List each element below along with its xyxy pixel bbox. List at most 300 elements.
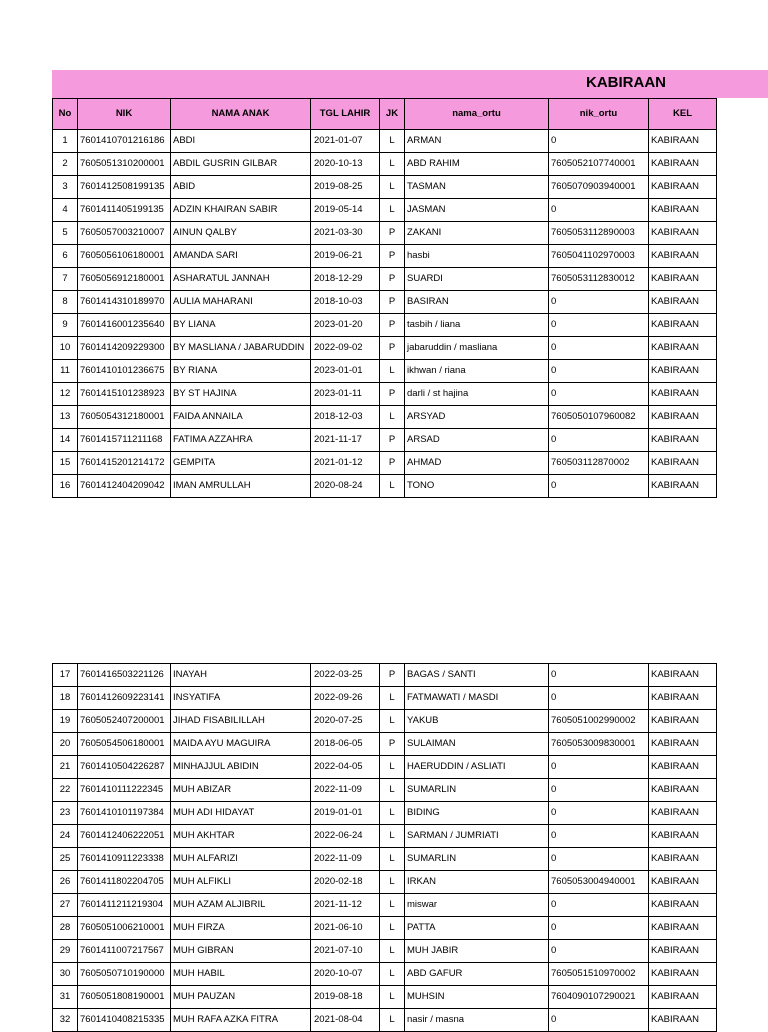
cell-tgl-lahir: 2023-01-11: [311, 383, 380, 406]
cell-nik: 7601411802204705: [78, 871, 171, 894]
cell-nama-ortu: HAERUDDIN / ASLIATI: [405, 756, 549, 779]
cell-kel: KABIRAAN: [649, 429, 717, 452]
cell-tgl-lahir: 2019-01-01: [311, 802, 380, 825]
header-nama-ortu: nama_ortu: [405, 99, 549, 130]
table-row: [53, 176, 717, 199]
table-row: [53, 360, 717, 383]
cell-nik-ortu: 0: [549, 360, 649, 383]
cell-nama-ortu: SULAIMAN: [405, 733, 549, 756]
cell-tgl-lahir: 2021-07-10: [311, 940, 380, 963]
cell-no: 2: [53, 153, 78, 176]
cell-nama-ortu: SUMARLIN: [405, 779, 549, 802]
table-row: [53, 687, 717, 710]
cell-jk: L: [380, 917, 405, 940]
sheet-title: KABIRAAN: [586, 74, 666, 91]
cell-nik-ortu: 760503112870002: [549, 452, 649, 475]
cell-no: 12: [53, 383, 78, 406]
cell-nama-anak: MUH FIRZA: [171, 917, 311, 940]
cell-nama-ortu: AHMAD: [405, 452, 549, 475]
table-row: [53, 756, 717, 779]
cell-nik: 7601412406222051: [78, 825, 171, 848]
table-row: [53, 153, 717, 176]
table-row: [53, 894, 717, 917]
cell-tgl-lahir: 2021-01-12: [311, 452, 380, 475]
cell-jk: L: [380, 360, 405, 383]
table-row: [53, 917, 717, 940]
table-row: [53, 383, 717, 406]
cell-tgl-lahir: 2021-03-30: [311, 222, 380, 245]
cell-nik: 7601410911223338: [78, 848, 171, 871]
cell-kel: KABIRAAN: [649, 756, 717, 779]
cell-kel: KABIRAAN: [649, 848, 717, 871]
cell-jk: P: [380, 337, 405, 360]
cell-nik-ortu: 7605070903940001: [549, 176, 649, 199]
table-row: [53, 871, 717, 894]
cell-tgl-lahir: 2020-10-13: [311, 153, 380, 176]
cell-tgl-lahir: 2021-11-17: [311, 429, 380, 452]
cell-tgl-lahir: 2018-10-03: [311, 291, 380, 314]
cell-nik-ortu: 7605053004940001: [549, 871, 649, 894]
cell-nama-anak: INAYAH: [171, 664, 311, 687]
cell-nik: 7601411211219304: [78, 894, 171, 917]
cell-nik-ortu: 7604090107290021: [549, 986, 649, 1009]
cell-nik: 7601410111222345: [78, 779, 171, 802]
cell-nama-ortu: nasir / masna: [405, 1009, 549, 1032]
cell-nama-ortu: YAKUB: [405, 710, 549, 733]
cell-nik-ortu: 0: [549, 825, 649, 848]
cell-nama-anak: ABDI: [171, 130, 311, 153]
cell-tgl-lahir: 2019-05-14: [311, 199, 380, 222]
cell-nama-anak: MUH ALFIKLI: [171, 871, 311, 894]
cell-nik-ortu: 0: [549, 337, 649, 360]
cell-nama-anak: BY MASLIANA / JABARUDDIN: [171, 337, 311, 360]
cell-kel: KABIRAAN: [649, 986, 717, 1009]
cell-tgl-lahir: 2022-06-24: [311, 825, 380, 848]
cell-nama-anak: JIHAD FISABILILLAH: [171, 710, 311, 733]
cell-kel: KABIRAAN: [649, 963, 717, 986]
cell-nama-anak: MUH ABIZAR: [171, 779, 311, 802]
cell-no: 17: [53, 664, 78, 687]
cell-nama-ortu: darli / st hajina: [405, 383, 549, 406]
cell-nama-anak: MUH AZAM ALJIBRIL: [171, 894, 311, 917]
cell-nama-ortu: tasbih / liana: [405, 314, 549, 337]
cell-jk: L: [380, 687, 405, 710]
header-no: No: [53, 99, 78, 130]
cell-jk: L: [380, 406, 405, 429]
cell-kel: KABIRAAN: [649, 291, 717, 314]
cell-jk: L: [380, 1009, 405, 1032]
cell-tgl-lahir: 2021-11-12: [311, 894, 380, 917]
cell-no: 13: [53, 406, 78, 429]
cell-jk: L: [380, 871, 405, 894]
cell-jk: L: [380, 153, 405, 176]
cell-nama-ortu: ZAKANI: [405, 222, 549, 245]
cell-nik: 7605051808190001: [78, 986, 171, 1009]
cell-nik-ortu: 7605041102970003: [549, 245, 649, 268]
cell-no: 10: [53, 337, 78, 360]
cell-nama-anak: AINUN QALBY: [171, 222, 311, 245]
table-row: [53, 314, 717, 337]
cell-no: 15: [53, 452, 78, 475]
cell-nik-ortu: 0: [549, 199, 649, 222]
cell-nik: 7601411405199135: [78, 199, 171, 222]
cell-kel: KABIRAAN: [649, 452, 717, 475]
cell-no: 16: [53, 475, 78, 498]
cell-kel: KABIRAAN: [649, 871, 717, 894]
cell-nama-ortu: SARMAN / JUMRIATI: [405, 825, 549, 848]
cell-jk: L: [380, 825, 405, 848]
cell-tgl-lahir: 2022-11-09: [311, 848, 380, 871]
table-row: [53, 291, 717, 314]
table-row: [53, 268, 717, 291]
cell-nama-anak: IMAN AMRULLAH: [171, 475, 311, 498]
cell-jk: L: [380, 176, 405, 199]
cell-tgl-lahir: 2021-01-07: [311, 130, 380, 153]
cell-nama-anak: MUH ALFARIZI: [171, 848, 311, 871]
cell-jk: L: [380, 894, 405, 917]
cell-nik-ortu: 0: [549, 848, 649, 871]
cell-nik-ortu: 7605051002990002: [549, 710, 649, 733]
cell-nik-ortu: 0: [549, 130, 649, 153]
cell-tgl-lahir: 2022-09-02: [311, 337, 380, 360]
cell-nik-ortu: 0: [549, 894, 649, 917]
table-row: [53, 475, 717, 498]
cell-nama-ortu: PATTA: [405, 917, 549, 940]
cell-jk: L: [380, 802, 405, 825]
cell-nik: 7601415101238923: [78, 383, 171, 406]
cell-nama-anak: MUH HABIL: [171, 963, 311, 986]
cell-kel: KABIRAAN: [649, 222, 717, 245]
data-table-2: [52, 663, 717, 1032]
table-row: [53, 940, 717, 963]
cell-nama-anak: ADZIN KHAIRAN SABIR: [171, 199, 311, 222]
cell-kel: KABIRAAN: [649, 199, 717, 222]
cell-nik-ortu: 0: [549, 429, 649, 452]
cell-nik: 7601414310189970: [78, 291, 171, 314]
cell-kel: KABIRAAN: [649, 268, 717, 291]
table-row: [53, 802, 717, 825]
cell-nama-ortu: BIDING: [405, 802, 549, 825]
cell-no: 30: [53, 963, 78, 986]
cell-nik-ortu: 0: [549, 687, 649, 710]
cell-kel: KABIRAAN: [649, 1009, 717, 1032]
table-row: [53, 825, 717, 848]
cell-nik: 7601414209229300: [78, 337, 171, 360]
cell-nik: 7601410504226287: [78, 756, 171, 779]
cell-nik-ortu: 0: [549, 383, 649, 406]
cell-kel: KABIRAAN: [649, 710, 717, 733]
cell-nik: 7601410701216186: [78, 130, 171, 153]
cell-nik: 7601411007217567: [78, 940, 171, 963]
cell-nik-ortu: 7605052107740001: [549, 153, 649, 176]
cell-nik: 7605056912180001: [78, 268, 171, 291]
cell-tgl-lahir: 2020-07-25: [311, 710, 380, 733]
cell-jk: P: [380, 383, 405, 406]
cell-nama-ortu: miswar: [405, 894, 549, 917]
cell-tgl-lahir: 2018-12-03: [311, 406, 380, 429]
cell-nama-ortu: ABD GAFUR: [405, 963, 549, 986]
cell-nik: 7601415201214172: [78, 452, 171, 475]
cell-nik: 7605057003210007: [78, 222, 171, 245]
cell-jk: P: [380, 733, 405, 756]
cell-nama-anak: ABID: [171, 176, 311, 199]
cell-jk: P: [380, 291, 405, 314]
cell-tgl-lahir: 2019-06-21: [311, 245, 380, 268]
cell-nik: 7601416001235640: [78, 314, 171, 337]
cell-kel: KABIRAAN: [649, 176, 717, 199]
cell-jk: P: [380, 314, 405, 337]
cell-jk: P: [380, 429, 405, 452]
cell-nama-ortu: SUARDI: [405, 268, 549, 291]
cell-tgl-lahir: 2018-12-29: [311, 268, 380, 291]
header-row: [53, 99, 717, 130]
cell-nama-anak: FAIDA ANNAILA: [171, 406, 311, 429]
cell-no: 22: [53, 779, 78, 802]
cell-nik: 7601416503221126: [78, 664, 171, 687]
cell-no: 28: [53, 917, 78, 940]
cell-nik-ortu: 0: [549, 664, 649, 687]
cell-no: 8: [53, 291, 78, 314]
header-jk: JK: [380, 99, 405, 130]
cell-tgl-lahir: 2018-06-05: [311, 733, 380, 756]
cell-tgl-lahir: 2021-06-10: [311, 917, 380, 940]
cell-kel: KABIRAAN: [649, 245, 717, 268]
cell-kel: KABIRAAN: [649, 894, 717, 917]
cell-nik-ortu: 7605050107960082: [549, 406, 649, 429]
cell-no: 21: [53, 756, 78, 779]
cell-nik-ortu: 0: [549, 802, 649, 825]
cell-nik: 7601410101236675: [78, 360, 171, 383]
cell-no: 4: [53, 199, 78, 222]
cell-tgl-lahir: 2022-09-26: [311, 687, 380, 710]
cell-nama-ortu: MUHSIN: [405, 986, 549, 1009]
cell-nik: 7605051006210001: [78, 917, 171, 940]
cell-nama-anak: BY ST HAJINA: [171, 383, 311, 406]
cell-jk: L: [380, 848, 405, 871]
cell-no: 18: [53, 687, 78, 710]
cell-no: 27: [53, 894, 78, 917]
cell-kel: KABIRAAN: [649, 802, 717, 825]
cell-nama-anak: AULIA MAHARANI: [171, 291, 311, 314]
cell-nama-anak: ASHARATUL JANNAH: [171, 268, 311, 291]
cell-no: 3: [53, 176, 78, 199]
cell-tgl-lahir: 2020-10-07: [311, 963, 380, 986]
cell-kel: KABIRAAN: [649, 153, 717, 176]
cell-nik-ortu: 7605053112830012: [549, 268, 649, 291]
cell-kel: KABIRAAN: [649, 687, 717, 710]
cell-nama-ortu: ARSYAD: [405, 406, 549, 429]
cell-kel: KABIRAAN: [649, 130, 717, 153]
cell-no: 20: [53, 733, 78, 756]
table-row: [53, 245, 717, 268]
cell-kel: KABIRAAN: [649, 337, 717, 360]
cell-kel: KABIRAAN: [649, 314, 717, 337]
cell-kel: KABIRAAN: [649, 360, 717, 383]
table-row: [53, 130, 717, 153]
cell-no: 6: [53, 245, 78, 268]
cell-kel: KABIRAAN: [649, 825, 717, 848]
cell-jk: L: [380, 963, 405, 986]
cell-jk: L: [380, 199, 405, 222]
cell-nama-ortu: BAGAS / SANTI: [405, 664, 549, 687]
table-row: [53, 710, 717, 733]
cell-jk: L: [380, 986, 405, 1009]
cell-kel: KABIRAAN: [649, 406, 717, 429]
cell-tgl-lahir: 2020-02-18: [311, 871, 380, 894]
cell-nik: 7605050710190000: [78, 963, 171, 986]
cell-no: 32: [53, 1009, 78, 1032]
cell-jk: L: [380, 779, 405, 802]
cell-kel: KABIRAAN: [649, 917, 717, 940]
cell-no: 26: [53, 871, 78, 894]
table-row: [53, 222, 717, 245]
cell-nama-anak: MAIDA AYU MAGUIRA: [171, 733, 311, 756]
data-table-1: [52, 98, 717, 498]
cell-nik-ortu: 0: [549, 314, 649, 337]
cell-nama-anak: MUH ADI HIDAYAT: [171, 802, 311, 825]
table-row: [53, 337, 717, 360]
cell-nik: 7601412609223141: [78, 687, 171, 710]
table-row: [53, 199, 717, 222]
cell-kel: KABIRAAN: [649, 383, 717, 406]
cell-no: 31: [53, 986, 78, 1009]
cell-nama-anak: ABDIL GUSRIN GILBAR: [171, 153, 311, 176]
table-row: [53, 1009, 717, 1032]
cell-no: 11: [53, 360, 78, 383]
cell-nik: 7605056106180001: [78, 245, 171, 268]
cell-nama-anak: AMANDA SARI: [171, 245, 311, 268]
cell-nik-ortu: 7605053009830001: [549, 733, 649, 756]
cell-jk: P: [380, 245, 405, 268]
cell-tgl-lahir: 2022-04-05: [311, 756, 380, 779]
cell-jk: P: [380, 268, 405, 291]
cell-no: 7: [53, 268, 78, 291]
cell-nik: 7601412404209042: [78, 475, 171, 498]
cell-jk: P: [380, 452, 405, 475]
cell-no: 23: [53, 802, 78, 825]
cell-nama-anak: GEMPITA: [171, 452, 311, 475]
cell-jk: P: [380, 664, 405, 687]
cell-nama-anak: MUH AKHTAR: [171, 825, 311, 848]
cell-kel: KABIRAAN: [649, 779, 717, 802]
cell-nik: 7601412508199135: [78, 176, 171, 199]
cell-nama-ortu: FATMAWATI / MASDI: [405, 687, 549, 710]
cell-nama-anak: MUH RAFA AZKA FITRA: [171, 1009, 311, 1032]
cell-no: 1: [53, 130, 78, 153]
cell-kel: KABIRAAN: [649, 475, 717, 498]
cell-nama-ortu: TONO: [405, 475, 549, 498]
cell-kel: KABIRAAN: [649, 664, 717, 687]
cell-nama-ortu: ikhwan / riana: [405, 360, 549, 383]
cell-no: 5: [53, 222, 78, 245]
cell-no: 24: [53, 825, 78, 848]
cell-jk: L: [380, 756, 405, 779]
table-row: [53, 406, 717, 429]
table-row: [53, 429, 717, 452]
cell-nama-ortu: JASMAN: [405, 199, 549, 222]
cell-nama-ortu: ARMAN: [405, 130, 549, 153]
cell-tgl-lahir: 2019-08-25: [311, 176, 380, 199]
cell-tgl-lahir: 2019-08-18: [311, 986, 380, 1009]
cell-nama-anak: MINHAJJUL ABIDIN: [171, 756, 311, 779]
cell-no: 25: [53, 848, 78, 871]
cell-nik-ortu: 0: [549, 291, 649, 314]
cell-jk: P: [380, 222, 405, 245]
cell-nama-ortu: IRKAN: [405, 871, 549, 894]
table-row: [53, 779, 717, 802]
cell-jk: L: [380, 475, 405, 498]
table-row: [53, 963, 717, 986]
cell-jk: L: [380, 710, 405, 733]
table-row: [53, 664, 717, 687]
cell-nik: 7601410101197384: [78, 802, 171, 825]
cell-tgl-lahir: 2022-11-09: [311, 779, 380, 802]
table-row: [53, 733, 717, 756]
cell-nik: 7601410408215335: [78, 1009, 171, 1032]
cell-nama-ortu: ARSAD: [405, 429, 549, 452]
cell-nama-anak: MUH GIBRAN: [171, 940, 311, 963]
cell-nik-ortu: 0: [549, 917, 649, 940]
header-nama-anak: NAMA ANAK: [171, 99, 311, 130]
cell-nik-ortu: 0: [549, 756, 649, 779]
cell-nik: 7605054312180001: [78, 406, 171, 429]
table-row: [53, 848, 717, 871]
cell-nik-ortu: 0: [549, 475, 649, 498]
cell-nik-ortu: 0: [549, 779, 649, 802]
header-nik-ortu: nik_ortu: [549, 99, 649, 130]
cell-kel: KABIRAAN: [649, 940, 717, 963]
cell-no: 19: [53, 710, 78, 733]
cell-nama-anak: FATIMA AZZAHRA: [171, 429, 311, 452]
cell-nama-ortu: SUMARLIN: [405, 848, 549, 871]
cell-nama-anak: MUH PAUZAN: [171, 986, 311, 1009]
cell-nik-ortu: 7605051510970002: [549, 963, 649, 986]
cell-tgl-lahir: 2021-08-04: [311, 1009, 380, 1032]
cell-nama-ortu: hasbi: [405, 245, 549, 268]
cell-no: 29: [53, 940, 78, 963]
cell-nik: 7605054506180001: [78, 733, 171, 756]
cell-tgl-lahir: 2020-08-24: [311, 475, 380, 498]
cell-nama-anak: BY LIANA: [171, 314, 311, 337]
cell-tgl-lahir: 2023-01-01: [311, 360, 380, 383]
cell-nik-ortu: 0: [549, 1009, 649, 1032]
header-tgl-lahir: TGL LAHIR: [311, 99, 380, 130]
header-nik: NIK: [78, 99, 171, 130]
cell-nama-ortu: BASIRAN: [405, 291, 549, 314]
cell-jk: L: [380, 130, 405, 153]
table-row: [53, 452, 717, 475]
cell-nama-ortu: ABD RAHIM: [405, 153, 549, 176]
cell-nama-ortu: jabaruddin / masliana: [405, 337, 549, 360]
cell-nik: 7605052407200001: [78, 710, 171, 733]
cell-nama-ortu: MUH JABIR: [405, 940, 549, 963]
cell-tgl-lahir: 2023-01-20: [311, 314, 380, 337]
cell-kel: KABIRAAN: [649, 733, 717, 756]
cell-nik: 7605051310200001: [78, 153, 171, 176]
cell-no: 9: [53, 314, 78, 337]
cell-nik: 7601415711211168: [78, 429, 171, 452]
cell-nama-ortu: TASMAN: [405, 176, 549, 199]
cell-tgl-lahir: 2022-03-25: [311, 664, 380, 687]
cell-nama-anak: BY RIANA: [171, 360, 311, 383]
header-kel: KEL: [649, 99, 717, 130]
cell-nama-anak: INSYATIFA: [171, 687, 311, 710]
table-row: [53, 986, 717, 1009]
cell-jk: L: [380, 940, 405, 963]
cell-no: 14: [53, 429, 78, 452]
cell-nik-ortu: 7605053112890003: [549, 222, 649, 245]
cell-nik-ortu: 0: [549, 940, 649, 963]
